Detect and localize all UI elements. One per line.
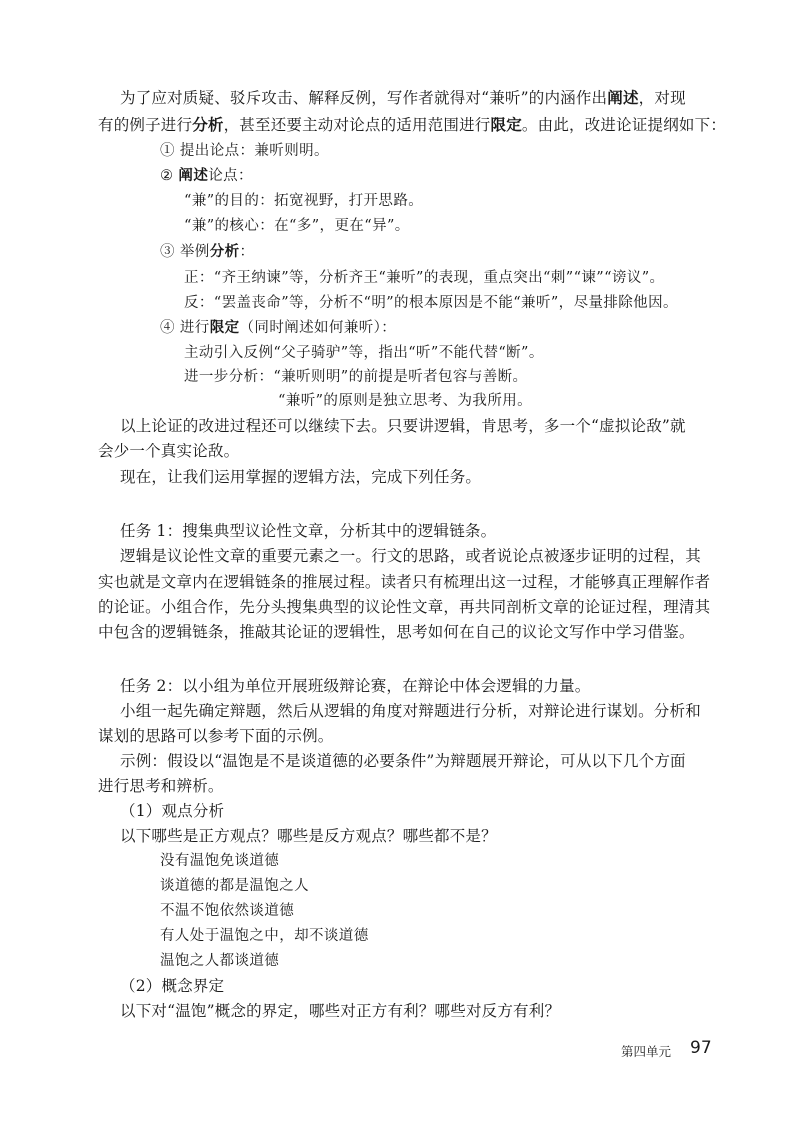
outline-item-4-sub-1: 主动引入反例“父子骑驴”等，指出“听”不能代替“断”。	[184, 345, 544, 361]
outline-item-3-sub-1: 正：“齐王纳谏”等，分析齐王“兼听”的表现，重点突出“刺”“谏”“谤议”。	[184, 270, 665, 286]
intro-text: ，甚至还要主动对论点的适用范围进行	[223, 116, 491, 134]
outline-item-4-num: ④ 进行	[160, 320, 210, 336]
page-number: 97	[690, 1038, 712, 1058]
intro-text: 。由此，改进论证提纲如下：	[521, 116, 727, 134]
keyword-analysis: 分析	[209, 244, 240, 260]
outline-item-2	[160, 166, 253, 186]
task-1-line-1: 逻辑是议论性文章的重要元素之一。行文的思路，或者说论点被逐步证明的过程，其	[120, 547, 701, 565]
task-2-line-2: 谋划的思路可以参考下面的示例。	[98, 727, 334, 745]
task-1-line-4: 中包含的逻辑链条，推敲其论证的逻辑性，思考如何在自己的议论文写作中学习借鉴。	[98, 623, 695, 641]
outline-item-3-num: ③ 举例	[160, 244, 210, 260]
keyword-analysis: 分析	[192, 116, 224, 134]
intro-text: 有的例子进行	[98, 116, 193, 134]
outline-item-3	[160, 242, 254, 262]
viewpoint-item: 有人处于温饱之中，却不谈道德	[160, 928, 369, 944]
outline-item-3-rest: ：	[239, 244, 255, 260]
section-2-question: 以下对“温饱”概念的界定，哪些对正方有利？哪些对反方有利？	[120, 1002, 561, 1020]
outline-item-1: ① 提出论点：兼听则明。	[160, 143, 329, 159]
outline-item-3-sub-2: 反：“罢盖丧命”等，分析不“明”的根本原因是不能“兼听”，尽量排除他因。	[184, 295, 678, 311]
viewpoint-item: 谈道德的都是温饱之人	[160, 878, 309, 894]
outline-item-4-sub-2: 进一步分析：“兼听则明”的前提是听者包容与善断。	[184, 369, 528, 385]
task-2-line-3: 示例：假设以“温饱是不是谈道德的必要条件”为辩题展开辩论，可从以下几个方面	[120, 752, 686, 770]
outline-item-2-sub-1: “兼”的目的：拓宽视野，打开思路。	[184, 193, 424, 209]
outline-item-4-sub-3: “兼听”的原则是独立思考、为我所用。	[278, 393, 533, 409]
keyword-elaborate: 阐述	[607, 89, 639, 107]
keyword-elaborate: 阐述	[178, 168, 209, 184]
section-1-question: 以下哪些是正方观点？哪些是反方观点？哪些都不是？	[120, 827, 497, 845]
outline-item-2-rest: 论点：	[208, 168, 253, 184]
task-1-line-3: 的论证。小组合作，先分头搜集典型的议论性文章，再共同剖析文章的论证过程，理清其	[98, 598, 711, 616]
outline-item-4-rest: （同时阐述如何兼听）：	[239, 320, 397, 336]
intro-line-2	[98, 115, 726, 135]
keyword-limit: 限定	[490, 116, 522, 134]
conclusion-line-2: 会少一个真实论敌。	[98, 442, 240, 460]
viewpoint-item: 温饱之人都谈道德	[160, 953, 280, 969]
task-1-line-2: 实也就是文章内在逻辑链条的推展过程。读者只有梳理出这一过程，才能够真正理解作者	[98, 573, 711, 591]
footer-unit-label: 第四单元	[621, 1044, 672, 1059]
section-2-title: （2）概念界定	[120, 977, 225, 995]
section-1-title: （1）观点分析	[120, 802, 225, 820]
outline-item-2-sub-2: “兼”的核心：在“多”，更在“异”。	[184, 218, 410, 234]
conclusion-line-1: 以上论证的改进过程还可以继续下去。只要讲逻辑，肯思考，多一个“虚拟论敌”就	[120, 417, 686, 435]
intro-text: ，对现	[638, 89, 686, 107]
intro-text: 为了应对质疑、驳斥攻击、解释反例，写作者就得对“兼听”的内涵作出	[120, 89, 608, 107]
task-2-heading: 任务 2：以小组为单位开展班级辩论赛，在辩论中体会逻辑的力量。	[120, 677, 591, 695]
outline-item-4	[160, 318, 396, 338]
keyword-limit: 限定	[209, 320, 240, 336]
viewpoint-item: 不温不饱依然谈道德	[160, 903, 295, 919]
task-1-heading: 任务 1：搜集典型议论性文章，分析其中的逻辑链条。	[120, 522, 497, 540]
task-2-line-4: 进行思考和辨析。	[98, 777, 224, 795]
conclusion-line-3: 现在，让我们运用掌握的逻辑方法，完成下列任务。	[120, 468, 482, 486]
outline-item-2-num: ②	[160, 168, 179, 184]
intro-line-1	[120, 88, 686, 108]
task-2-line-1: 小组一起先确定辩题，然后从逻辑的角度对辩题进行分析，对辩论进行谋划。分析和	[120, 702, 701, 720]
viewpoint-item: 没有温饱免谈道德	[160, 853, 280, 869]
